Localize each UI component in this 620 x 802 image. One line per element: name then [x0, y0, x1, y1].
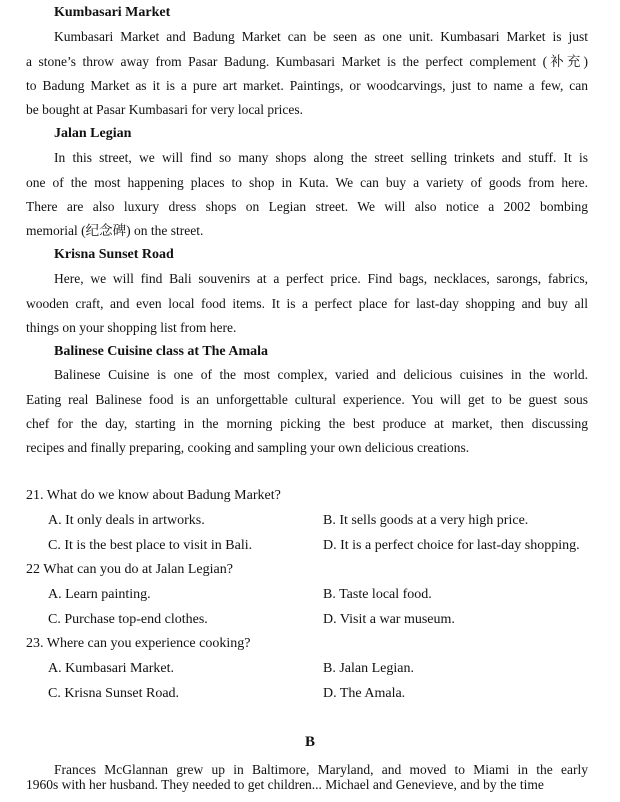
section-heading-jalan-legian: Jalan Legian [54, 126, 132, 141]
question-21-option-b: B. It sells goods at a very high price. [323, 513, 529, 528]
question-22-stem: 22 What can you do at Jalan Legian? [26, 562, 233, 577]
paragraph-line: wooden craft, and even local food items. It is a perfect place for last-day shopping and buy all [26, 296, 588, 311]
section-b-paragraph-line: Frances McGlannan grew up in Baltimore, Maryland, and moved to Miami in the early [54, 762, 588, 777]
paragraph-line: There are also luxury dress shops on Legian street. We will also notice a 2002 bombing [26, 199, 588, 214]
question-21-option-c: C. It is the best place to visit in Bali. [48, 538, 253, 553]
paragraph-line: a stone’s throw away from Pasar Badung. Kumbasari Market is the perfect complement (补充) [26, 54, 588, 69]
question-22-option-c: C. Purchase top-end clothes. [48, 612, 208, 627]
question-22-option-a: A. Learn painting. [48, 587, 151, 602]
question-23-option-d: D. The Amala. [323, 686, 406, 701]
section-heading-krisna: Krisna Sunset Road [54, 247, 174, 262]
paragraph-line: things on your shopping list from here. [26, 320, 237, 335]
section-heading-kumbasari: Kumbasari Market [54, 5, 171, 20]
paragraph-line: to Badung Market as it is a pure art market. Paintings, or woodcarvings, just to name a few, can [26, 78, 588, 93]
question-21-stem: 21. What do we know about Badung Market? [26, 488, 281, 503]
question-21-option-d: D. It is a perfect choice for last-day shopping. [323, 538, 580, 553]
section-b-title: B [304, 734, 315, 750]
paragraph-line: recipes and finally preparing, cooking and sampling your own delicious creations. [26, 440, 470, 455]
paragraph-line: Balinese Cuisine is one of the most complex, varied and delicious cuisines in the world. [54, 367, 588, 382]
paragraph-line: Eating real Balinese food is an unforgettable cultural experience. You will get to be guest sous [26, 392, 588, 407]
paragraph-line: memorial (纪念碑) on the street. [26, 223, 204, 238]
question-23-option-c: C. Krisna Sunset Road. [48, 686, 180, 701]
paragraph-line: Kumbasari Market and Badung Market can be seen as one unit. Kumbasari Market is just [54, 29, 588, 44]
question-23-option-b: B. Jalan Legian. [323, 661, 414, 676]
paragraph-line: In this street, we will find so many shops along the street selling trinkets and stuff. It is [54, 150, 588, 165]
section-b-cutoff-text: 1960s with her husband. They needed to get children... Michael and Genevieve, and by the time [26, 777, 544, 792]
paragraph-line: Here, we will find Bali souvenirs at a perfect price. Find bags, necklaces, sarongs, fabrics, [54, 271, 588, 286]
section-heading-amala: Balinese Cuisine class at The Amala [54, 344, 269, 359]
paragraph-line: one of the most happening places to shop in Kuta. We can buy a variety of goods from here. [26, 175, 588, 190]
question-23-option-a: A. Kumbasari Market. [48, 661, 174, 676]
paragraph-line: chef for the day, starting in the morning picking the best produce at market, then discussing [26, 416, 588, 431]
section-b-cutoff-line [26, 777, 588, 792]
paragraph-line: be bought at Pasar Kumbasari for very local prices. [26, 102, 304, 117]
question-21-option-a: A. It only deals in artworks. [48, 513, 205, 528]
question-22-option-b: B. Taste local food. [323, 587, 432, 602]
question-22-option-d: D. Visit a war museum. [323, 612, 455, 627]
question-23-stem: 23. Where can you experience cooking? [26, 636, 251, 651]
